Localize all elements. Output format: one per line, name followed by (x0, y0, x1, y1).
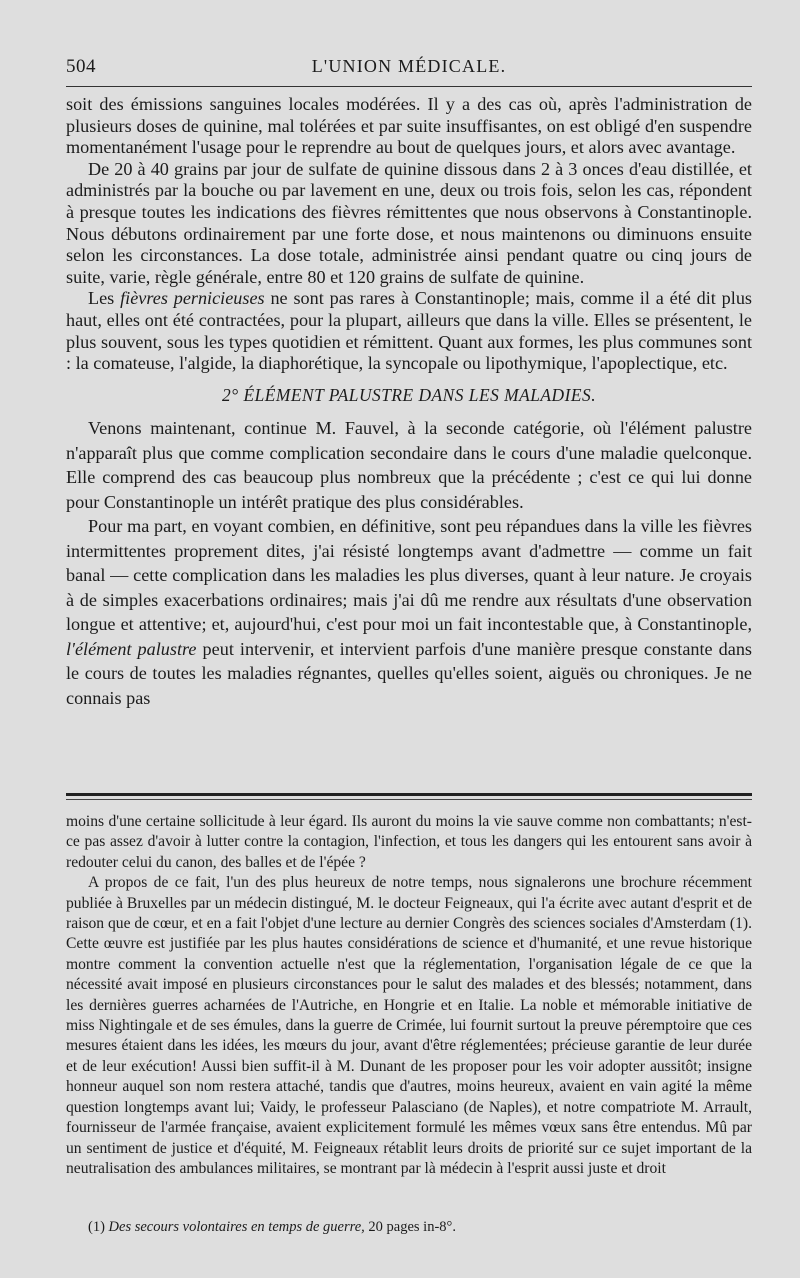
footnote-title: Des secours volontaires en temps de guerre, (108, 1219, 365, 1235)
journal-title: L'UNION MÉDICALE. (311, 56, 507, 76)
page-number: 504 (66, 56, 96, 77)
paragraph-quinine-dosage: De 20 à 40 grains par jour de sulfate de quinine dissous dans 2 à 3 onces d'eau distillée, et administrés par la bouche ou par lavement en une, deux ou trois fois, selon les cas, répondent à presque toutes les indications des fièvres rémittentes que nous observons à Constantinople. Nous débutons ordinairement par une forte dose, et nous maintenons ou diminuons ensuite selon les circonstances. La dose totale, administrée ainsi pendant quatre ou cinq jours de suite, varie, règle générale, entre 80 et 120 grains de sulfate de quinine. (66, 158, 752, 287)
section-title: ÉLÉMENT PALUSTRE DANS LES MALADIES. (243, 384, 597, 405)
italic-term: fièvres pernicieuses (120, 288, 265, 309)
feuilleton-paragraph-1: moins d'une certaine sollicitude à leur égard. Ils auront du moins la vie sauve comme non combattants; n'est-ce pas assez d'avoir à lutter contre la contagion, l'infection, et tous les dangers qui les entourent sans avoir à redouter celui du canon, des balles et de l'épée ? (66, 813, 752, 871)
italic-term: l'élément palustre (66, 638, 197, 659)
section-number: 2° (221, 384, 239, 405)
footnote (88, 1219, 748, 1236)
feuilleton-column (66, 812, 752, 1179)
footnote-pages: 20 pages in-8°. (364, 1219, 456, 1235)
main-text-column (66, 94, 752, 710)
paragraph-text: Les (88, 288, 121, 309)
section-heading (66, 385, 752, 407)
header-rule (66, 86, 752, 87)
paragraph-quinine-continuation: soit des émissions sanguines locales modérées. Il y a des cas où, après l'administration de plusieurs doses de quinine, mal tolérées et par suite insuffisantes, on est obligé d'en suspendre momentanément l'usage pour le reprendre au bout de quelques jours, et alors avec avantage. (66, 94, 752, 158)
paragraph-second-category: Venons maintenant, continue M. Fauvel, à la seconde catégorie, où l'élément palustre n'apparaît plus que comme complication secondaire dans le cours d'une maladie quelconque. Elle comprend des cas beaucoup plus nombreux que la précédente ; c'est ce qui lui donne pour Constantinople un intérêt pratique des plus considérables. (66, 418, 752, 512)
paragraph-pernicious-fevers (66, 288, 752, 374)
paragraph-palustre-element (66, 514, 752, 710)
paragraph-text: ne sont pas rares à Constantinople; mais, comme il a été dit plus haut, elles ont été contractées, pour la plupart, ailleurs que dans la ville. Elles se présentent, le plus souvent, sous les types quotidien et rémittent. Quant aux formes, les plus communes sont : la comateuse, l'algide, la diaphorétique, la syncopale ou lipothymique, l'apoplectique, etc. (66, 288, 752, 374)
feuilleton-rule-thin (66, 799, 752, 800)
paragraph-text: peut intervenir, et intervient parfois d'une manière presque constante dans le cours de toutes les maladies régnantes, quelles qu'elles soient, aiguës ou chroniques. Je ne connais pas (66, 638, 753, 708)
paragraph-text: Pour ma part, en voyant combien, en définitive, sont peu répandues dans la ville les fièvres intermittentes proprement dites, j'ai résisté longtemps avant d'admettre — comme un fait banal — cette complication dans les maladies les plus diverses, quant à leur nature. Je croyais à de simples exacerbations ordinaires; mais j'ai dû me rendre aux résultats d'une observation longue et attentive; et, aujourd'hui, c'est pour moi un fait incontestable que, à Constantinople, (66, 516, 752, 635)
feuilleton-rule-thick (66, 793, 752, 796)
page-header (66, 56, 752, 86)
feuilleton-paragraph-2: A propos de ce fait, l'un des plus heureux de notre temps, nous signalerons une brochure récemment publiée à Bruxelles par un médecin distingué, M. le docteur Feigneaux, qui l'a écrite avec autant d'esprit et de raison que de cœur, et en a fait l'objet d'une lecture au dernier Congrès des sciences sociales d'Amsterdam (1). Cette œuvre est justifiée par les plus hautes considérations de science et d'humanité, et une revue historique montre comment la convention actuelle n'est que la réglementation, l'organisation légale de ce que la nécessité avait imposé en plusieurs circonstances pour le salut des malades et des blessés; notamment, dans les dernières guerres acharnées de l'Autriche, en Hongrie et en Italie. La noble et mémorable initiative de miss Nightingale et de ses émules, dans la guerre de Crimée, lui fournit surtout la preuve péremptoire que ces mesures étaient dans les idées, les mœurs du jour, avant d'être réglementées; précieuse garantie de leur durée et de leur exécution! Aussi bien suffit-il à M. Dunant de les proposer pour les voir adopter aussitôt; insigne honneur auquel son nom restera attaché, tandis que d'autres, moins heureux, avaient en vain agité la même question longtemps avant lui; Vaidy, le professeur Palasciano (de Naples), et notre compatriote M. Arrault, fournisseur de l'armée française, avaient explicitement formulé les mêmes vœux sans être entendus. Mû par un sentiment de justice et d'équité, M. Feigneaux rétablit leurs droits de priorité sur ce sujet important de la neutralisation des ambulances militaires, se montrant par là médecin à l'esprit aussi juste et droit (66, 874, 752, 1177)
footnote-marker: (1) (88, 1219, 105, 1235)
